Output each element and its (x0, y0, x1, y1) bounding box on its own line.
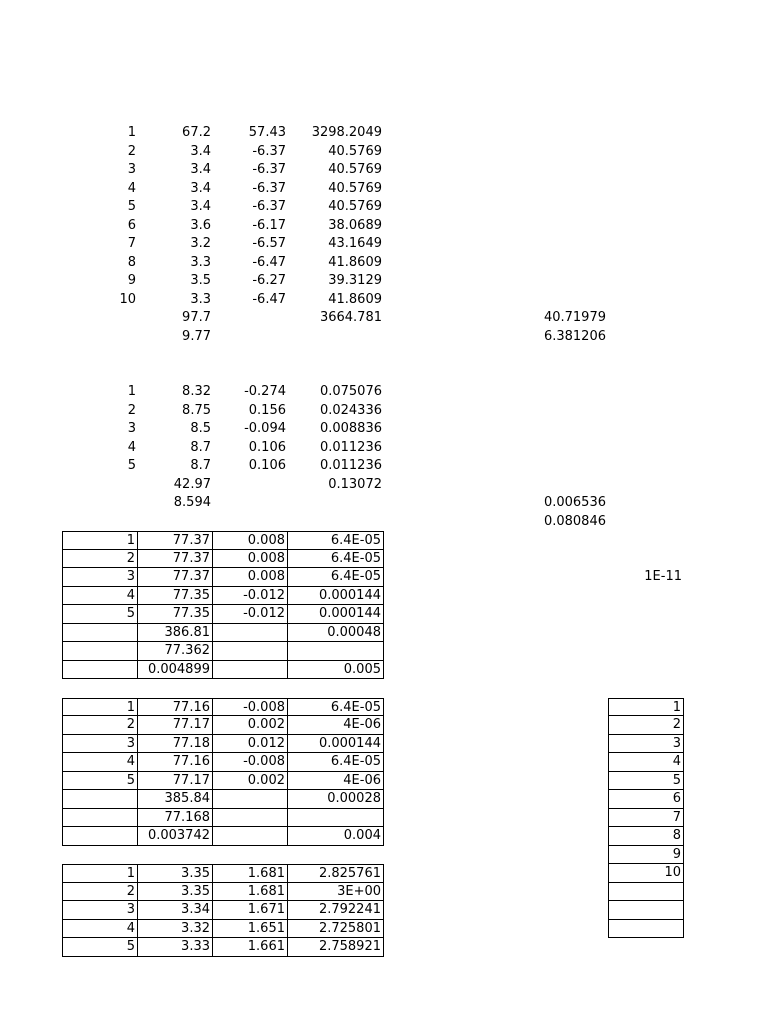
table-row (62, 198, 692, 217)
cell[interactable]: 5 (127, 458, 136, 473)
table-row (62, 291, 692, 310)
cell[interactable]: 4 (62, 753, 138, 772)
cell[interactable]: 1 (62, 864, 138, 883)
cell[interactable]: -0.094 (244, 421, 286, 436)
cell[interactable]: 3.4 (190, 199, 211, 214)
cell[interactable]: 8.75 (182, 402, 211, 418)
cell[interactable] (213, 661, 288, 680)
list-item (62, 809, 692, 828)
cell[interactable]: -0.008 (213, 753, 288, 772)
cell[interactable]: 0.008 (213, 550, 288, 569)
cell[interactable]: 40.5769 (328, 143, 382, 159)
cell[interactable]: -6.37 (252, 143, 286, 159)
cell[interactable]: 38.0689 (328, 217, 382, 233)
cell[interactable]: 67.2 (182, 125, 211, 140)
cell[interactable]: 3298.2049 (311, 125, 382, 140)
mean-cell[interactable]: 77.362 (138, 642, 213, 661)
cell[interactable]: 2 (608, 716, 684, 735)
cell[interactable]: 77.37 (138, 550, 213, 569)
cell[interactable]: 1.651 (213, 920, 288, 939)
table-row (62, 272, 692, 291)
cell[interactable] (608, 901, 684, 920)
cell[interactable]: 5 (127, 199, 136, 214)
cell[interactable]: -0.012 (213, 605, 288, 624)
cell[interactable]: 3.2 (190, 236, 211, 251)
cell[interactable]: 77.37 (138, 531, 213, 550)
cell[interactable]: 2.792241 (288, 901, 384, 920)
cell[interactable]: 3.3 (190, 254, 211, 270)
cell[interactable]: 3 (608, 735, 684, 754)
cell[interactable]: 4 (127, 439, 136, 455)
cell[interactable]: 3.3 (190, 291, 211, 307)
cell[interactable]: -6.37 (252, 180, 286, 196)
cell[interactable]: 77.17 (138, 772, 213, 791)
cell[interactable]: 1 (127, 384, 136, 399)
cell[interactable]: 4E-06 (288, 772, 384, 791)
cell[interactable]: 6.4E-05 (288, 531, 384, 550)
cell[interactable]: 39.3129 (328, 273, 382, 288)
cell[interactable]: 6.4E-05 (288, 568, 384, 587)
table-row (62, 938, 692, 957)
cell[interactable]: 3.4 (190, 143, 211, 159)
cell[interactable]: 3.35 (138, 883, 213, 902)
cell[interactable]: 7 (608, 809, 684, 828)
sum-cell[interactable]: 386.81 (138, 624, 213, 643)
cell[interactable]: 0.006536 (543, 495, 606, 510)
table-row (62, 254, 692, 273)
table-row (62, 383, 692, 402)
cell[interactable] (213, 624, 288, 643)
cell[interactable]: 1E-11 (644, 569, 682, 584)
mean-cell[interactable]: 8.594 (173, 495, 211, 510)
cell[interactable]: -6.17 (252, 217, 286, 233)
cell[interactable]: -0.008 (213, 698, 288, 717)
cell[interactable]: 6 (127, 217, 136, 233)
cell[interactable]: 43.1649 (328, 236, 382, 251)
cell[interactable]: 0.002 (213, 772, 288, 791)
list-item (62, 790, 692, 809)
cell[interactable]: 3.5 (190, 273, 211, 288)
cell[interactable]: 4 (62, 587, 138, 606)
table-row (62, 457, 692, 476)
cell[interactable]: 77.17 (138, 716, 213, 735)
cell[interactable]: 0.008836 (319, 421, 382, 436)
cell[interactable]: -6.57 (252, 236, 286, 251)
cell[interactable] (213, 642, 288, 661)
table-row (62, 402, 692, 421)
cell[interactable]: 6.4E-05 (288, 550, 384, 569)
cell[interactable]: 4 (127, 180, 136, 196)
cell[interactable]: 3.32 (138, 920, 213, 939)
list-item (62, 772, 692, 791)
cell[interactable] (288, 642, 384, 661)
table-row (62, 513, 692, 532)
cell[interactable]: 10 (608, 864, 684, 883)
sum-cell[interactable]: 0.00048 (288, 624, 384, 643)
cell[interactable]: 3 (127, 162, 136, 177)
cell[interactable]: -6.47 (252, 291, 286, 307)
mean-cell[interactable]: 77.168 (138, 809, 213, 828)
table-row (62, 494, 692, 513)
cell[interactable]: 3.35 (138, 864, 213, 883)
table-row (62, 568, 692, 587)
cell[interactable] (608, 920, 684, 939)
cell[interactable]: 2.725801 (288, 920, 384, 939)
cell[interactable]: 1.671 (213, 901, 288, 920)
cell[interactable]: 6 (608, 790, 684, 809)
cell[interactable]: 1 (127, 125, 136, 140)
cell[interactable]: -6.27 (252, 273, 286, 288)
cell[interactable]: 2.825761 (288, 864, 384, 883)
cell[interactable]: 1.681 (213, 883, 288, 902)
cell[interactable]: 40.71979 (543, 310, 606, 325)
mean-cell[interactable]: 9.77 (182, 328, 211, 344)
cell[interactable]: -6.37 (252, 162, 286, 177)
cell[interactable]: 0.106 (248, 439, 286, 455)
table-row (62, 624, 692, 643)
table-row (62, 661, 692, 680)
sum-cell[interactable]: 42.97 (173, 476, 211, 492)
cell[interactable]: 4E-06 (288, 716, 384, 735)
cell[interactable]: 3.4 (190, 162, 211, 177)
list-item (62, 864, 692, 883)
table-row (62, 328, 692, 347)
table-row (62, 180, 692, 199)
cell[interactable]: 0.024336 (319, 402, 382, 418)
cell[interactable]: 0.008 (213, 568, 288, 587)
cell[interactable]: 1.681 (213, 864, 288, 883)
cell[interactable]: 2.758921 (288, 938, 384, 957)
cell[interactable]: 3.4 (190, 180, 211, 196)
cell[interactable]: 8.7 (190, 458, 211, 473)
cell[interactable]: 6.381206 (543, 328, 606, 344)
table-row (62, 439, 692, 458)
table-row (62, 476, 692, 495)
list-item (62, 883, 692, 902)
cell[interactable]: 1 (62, 531, 138, 550)
cell[interactable]: 0.080846 (543, 513, 606, 529)
cell[interactable]: 41.8609 (328, 291, 382, 307)
cell[interactable]: 40.5769 (328, 180, 382, 196)
table-row (62, 550, 692, 569)
table-row (62, 124, 692, 143)
list-item (62, 698, 692, 717)
cell[interactable]: -0.012 (213, 587, 288, 606)
cell[interactable]: 5 (62, 938, 138, 957)
cell[interactable]: 3.34 (138, 901, 213, 920)
table-row (62, 642, 692, 661)
cell[interactable]: 3 (62, 735, 138, 754)
cell[interactable]: 2 (127, 143, 136, 159)
cell[interactable]: 9 (608, 846, 684, 865)
cell[interactable]: 4 (608, 753, 684, 772)
list-item (62, 735, 692, 754)
sum-cell[interactable]: 385.84 (138, 790, 213, 809)
cell[interactable]: 3 (62, 901, 138, 920)
cell[interactable]: -0.274 (244, 384, 286, 399)
cell[interactable]: 41.8609 (328, 254, 382, 270)
cell[interactable]: 0.000144 (288, 605, 384, 624)
cell[interactable] (62, 661, 138, 680)
table-row (62, 217, 692, 236)
table-row (62, 531, 692, 550)
cell[interactable]: 0.075076 (319, 384, 382, 399)
cell[interactable]: 3 (127, 421, 136, 436)
cell[interactable]: 0.011236 (319, 439, 382, 455)
cell[interactable]: 2 (62, 883, 138, 902)
list-item (62, 901, 692, 920)
cell[interactable]: 77.18 (138, 735, 213, 754)
table-row (62, 420, 692, 439)
table-row (62, 235, 692, 254)
list-item (62, 827, 692, 846)
cell[interactable]: 9 (127, 273, 136, 288)
cell[interactable]: 3E+00 (288, 883, 384, 902)
cell[interactable]: 1 (608, 698, 684, 717)
sum-cell[interactable]: 3664.781 (319, 310, 382, 325)
cell[interactable]: 8.7 (190, 439, 211, 455)
cell[interactable]: 3.33 (138, 938, 213, 957)
list-item (62, 846, 692, 865)
cell[interactable]: 6.4E-05 (288, 698, 384, 717)
table-row (62, 309, 692, 328)
cell[interactable] (608, 883, 684, 902)
table-row (62, 605, 692, 624)
list-item (62, 753, 692, 772)
cell[interactable]: 0.002 (213, 716, 288, 735)
cell[interactable]: 5 (62, 605, 138, 624)
cell[interactable]: 8.5 (190, 421, 211, 436)
cell[interactable]: 8 (127, 254, 136, 270)
cell[interactable]: -6.37 (252, 199, 286, 214)
cell[interactable]: 0.012 (213, 735, 288, 754)
cell[interactable]: 0.106 (248, 458, 286, 473)
cell[interactable]: 77.35 (138, 587, 213, 606)
cell[interactable]: 40.5769 (328, 162, 382, 177)
cell[interactable]: 6.4E-05 (288, 753, 384, 772)
cell[interactable] (62, 624, 138, 643)
cell[interactable]: 0.008 (213, 531, 288, 550)
cell[interactable]: -6.47 (252, 254, 286, 270)
sum-cell[interactable]: 97.7 (182, 310, 211, 325)
cell[interactable]: 1 (62, 698, 138, 717)
cell[interactable]: 5 (608, 772, 684, 791)
cell[interactable]: 3 (62, 568, 138, 587)
cell[interactable]: 77.37 (138, 568, 213, 587)
table-row (62, 587, 692, 606)
cell[interactable]: 57.43 (248, 125, 286, 140)
cell[interactable]: 0.003742 (138, 827, 213, 846)
list-item (62, 716, 692, 735)
cell[interactable]: 77.35 (138, 605, 213, 624)
cell[interactable]: 8.32 (182, 384, 211, 399)
cell[interactable]: 0.000144 (288, 587, 384, 606)
cell[interactable]: 0.005 (288, 661, 384, 680)
table-row (62, 161, 692, 180)
cell[interactable]: 77.16 (138, 698, 213, 717)
cell[interactable]: 2 (62, 550, 138, 569)
sum-cell[interactable]: 0.00028 (288, 790, 384, 809)
cell[interactable] (62, 642, 138, 661)
cell[interactable]: 1.661 (213, 938, 288, 957)
cell[interactable]: 3.6 (190, 217, 211, 233)
cell[interactable]: 0.011236 (319, 458, 382, 473)
cell[interactable]: 2 (62, 716, 138, 735)
cell[interactable]: 0.004899 (138, 661, 213, 680)
table-row (62, 143, 692, 162)
cell[interactable]: 10 (119, 291, 136, 307)
sum-cell[interactable]: 0.13072 (328, 476, 382, 492)
cell[interactable]: 8 (608, 827, 684, 846)
cell[interactable]: 0.004 (288, 827, 384, 846)
cell[interactable]: 2 (127, 402, 136, 418)
cell[interactable]: 0.000144 (288, 735, 384, 754)
cell[interactable]: 77.16 (138, 753, 213, 772)
list-item (62, 920, 692, 939)
cell[interactable]: 5 (62, 772, 138, 791)
cell[interactable]: 40.5769 (328, 199, 382, 214)
cell[interactable]: 0.156 (248, 402, 286, 418)
cell[interactable]: 4 (62, 920, 138, 939)
cell[interactable]: 7 (127, 236, 136, 251)
